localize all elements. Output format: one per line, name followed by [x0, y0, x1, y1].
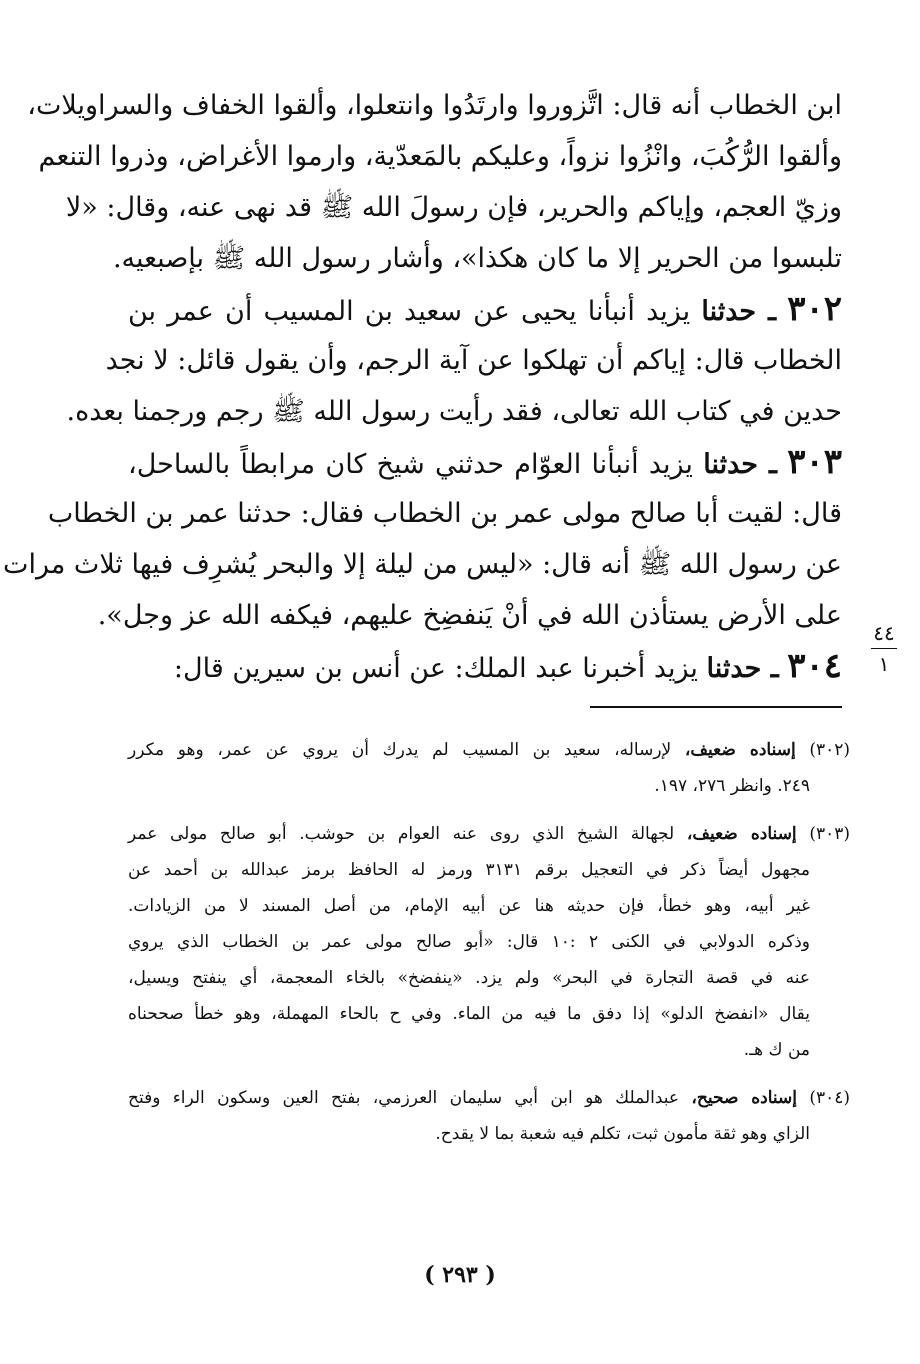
footnote-line: عنه في قصة التجارة في البحر» ولم يزد. «ينفضخ» بالخاء المعجمة، أي ينفتح ويسيل، [128, 968, 810, 988]
hadith-marker: ـ حدثنا [706, 653, 779, 684]
footnote-ref: (٣٠٣) [809, 824, 851, 844]
margin-volume: ٤٤ [873, 621, 895, 645]
margin-part: ١ [878, 652, 890, 676]
footnote-line: مجهول أيضاً ذكر في التعجيل برقم ٣١٣١ ورمز له الحافظ برمز عبدالله بن أحمد عن [128, 860, 810, 880]
text-line: تلبسوا من الحرير إلا ما كان هكذا»، وأشار رسول الله ﷺ بإصبعيه. [112, 243, 842, 274]
text-line: قال: لقيت أبا صالح مولى عمر بن الخطاب فقال: حدثنا عمر بن الخطاب [47, 498, 842, 529]
hadith-number: ٣٠٣ [787, 442, 843, 482]
hadith-text: يزيد أنبأنا العوّام حدثني شيخ كان مرابطاً بالساحل، [128, 449, 693, 480]
hadith-text: يزيد أخبرنا عبد الملك: عن أنس بن سيرين قال: [173, 653, 698, 684]
footnote-line: الزاي وهو ثقة مأمون ثبت، تكلم فيه شعبة بما لا يقدح. [435, 1124, 810, 1144]
text-line: وزيّ العجم، وإياكم والحرير، فإن رسولَ الله ﷺ قد نهى عنه، وقال: «لا [65, 192, 842, 223]
page-number: ( ٢٩٣ ) [424, 1262, 496, 1288]
footnote-divider [590, 706, 842, 708]
hadith-marker: ـ حدثنا [703, 449, 777, 480]
footnote-line: من ك هـ. [743, 1040, 810, 1060]
footnote-text: عبدالملك هو ابن أبي سليمان العرزمي، بفتح العين وسكون الراء وفتح [128, 1088, 680, 1108]
footnote-grade: إسناده ضعيف، [684, 740, 796, 760]
footnote-line [128, 1080, 850, 1116]
hadith-marker: ـ حدثنا [701, 296, 777, 327]
main-text [3, 80, 843, 692]
hadith-304-heading-line [128, 641, 842, 692]
footnote-ref: (٣٠٤) [809, 1088, 851, 1108]
footnote-line: وذكره الدولابي في الكنى ٢ :١٠ قال: «أبو صالح مولى عمر بن الخطاب الذي يروي [128, 932, 811, 952]
footnote-grade: إسناده ضعيف، [686, 824, 797, 844]
footnote-grade: إسناده صحيح، [691, 1088, 798, 1108]
margin-reference [866, 620, 902, 677]
footnote-line: يقال «انفضخ الدلو» إذا دفق ما فيه من الماء. وفي ح بالحاء المهملة، وهو خطأ صححناه [128, 1004, 810, 1024]
hadith-text: يزيد أنبأنا يحيى عن سعيد بن المسيب أن عمر بن [128, 296, 691, 327]
text-line: حدين في كتاب الله تعالى، فقد رأيت رسول الله ﷺ رجم ورجمنا بعده. [66, 396, 842, 427]
footnote [128, 816, 850, 1068]
footnote [128, 732, 850, 804]
text-line: وألقوا الرُّكُبَ، وانْزُوا نزواً، وعليكم بالمَعدّية، وارموا الأغراض، وذروا التنعم [38, 141, 842, 172]
footnote-line: ٢٤٩. وانظر ٢٧٦، ١٩٧. [654, 776, 810, 796]
footnote-line: غير أبيه، وهو خطأ، فإن حديثه هنا عن أبيه الإمام، من أصل المسند لا من الزيادات. [128, 896, 810, 916]
text-line: ابن الخطاب أنه قال: اتَّزوروا وارتَدُوا وانتعلوا، وألقوا الخفاف والسراويلات، [27, 90, 842, 121]
text-line: على الأرض يستأذن الله في أنْ يَنفضِخ عليهم، فيكفه الله عز وجل». [97, 600, 842, 631]
text-line: عن رسول الله ﷺ أنه قال: «ليس من ليلة إلا والبحر يُشرِف فيها ثلاث مرات [3, 549, 842, 580]
hadith-302-heading-line [128, 284, 842, 335]
footnote-line [128, 816, 850, 852]
margin-rule [871, 648, 897, 649]
hadith-number: ٣٠٢ [787, 289, 843, 329]
footnotes [128, 732, 850, 1164]
footnote-ref: (٣٠٢) [809, 740, 851, 760]
footnote-line [128, 732, 850, 768]
hadith-number: ٣٠٤ [787, 646, 842, 686]
footnote-text: لجهالة الشيخ الذي روى عنه العوام بن حوشب. أبو صالح مولى عمر [128, 824, 675, 844]
footnote-text: لإرساله، سعيد بن المسيب لم يدرك أن يروي عن عمر، وهو مكرر [128, 740, 672, 760]
hadith-303-heading-line [128, 437, 842, 488]
text-line: الخطاب قال: إياكم أن تهلكوا عن آية الرجم، وأن يقول قائل: لا نجد [105, 345, 842, 376]
footnote [128, 1080, 850, 1152]
